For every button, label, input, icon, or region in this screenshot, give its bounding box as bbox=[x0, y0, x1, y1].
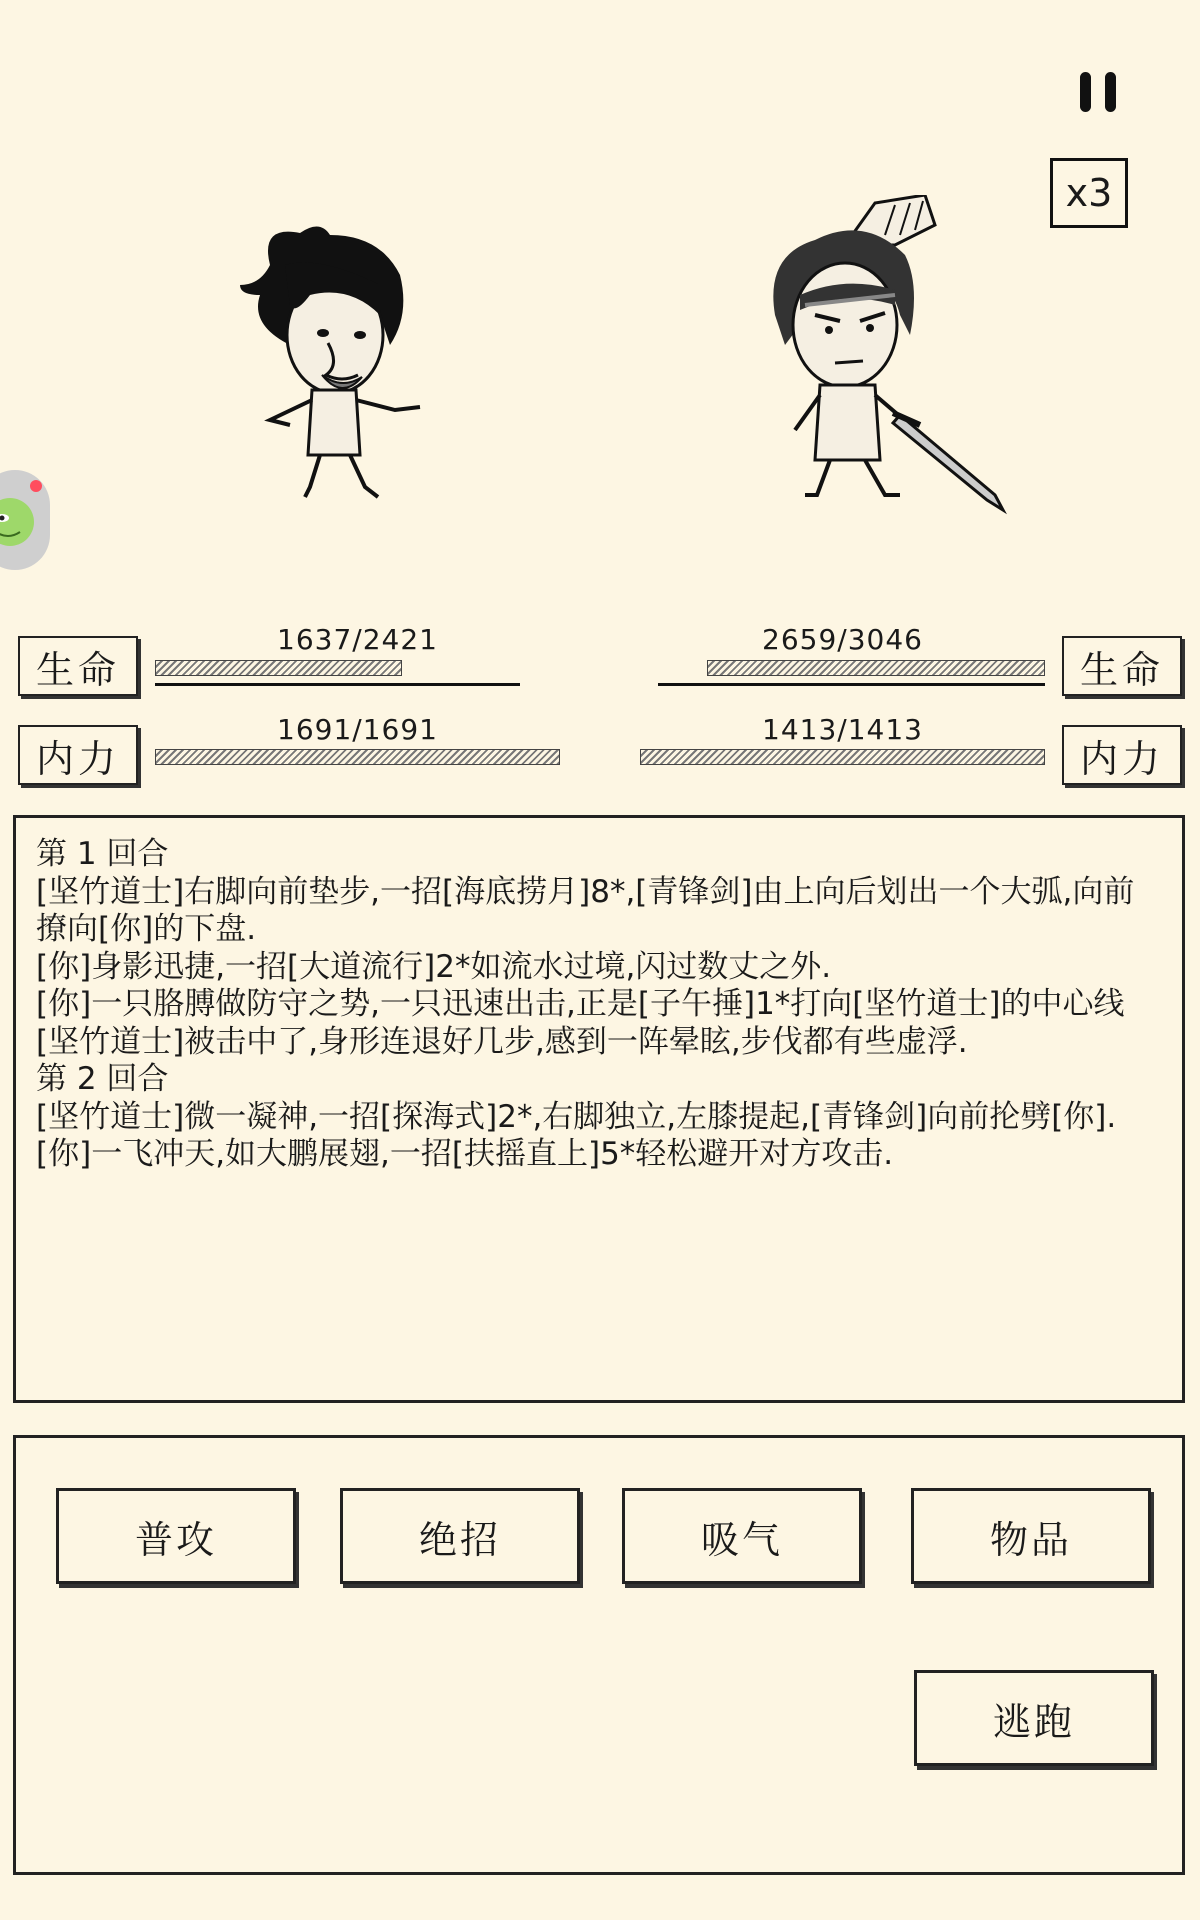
notification-dot bbox=[30, 480, 42, 492]
player-hp-value: 1637/2421 bbox=[277, 623, 438, 656]
action-panel bbox=[13, 1435, 1185, 1875]
enemy-hp-label: 生命 bbox=[1062, 636, 1182, 696]
player-mp-label: 内力 bbox=[18, 725, 138, 785]
enemy-hp-track bbox=[658, 683, 1045, 686]
special-move-button[interactable]: 绝招 bbox=[340, 1488, 580, 1584]
player-hp-bar bbox=[155, 660, 402, 676]
floating-assistant-button[interactable] bbox=[0, 470, 50, 570]
log-line: [坚竹道士]右脚向前垫步,一招[海底捞月]8*,[青锋剑]由上向后划出一个大弧,向前撩向[你]的下盘. bbox=[36, 873, 1135, 947]
frog-icon bbox=[0, 470, 50, 570]
player-hp-label: 生命 bbox=[18, 636, 138, 696]
player-mp-value: 1691/1691 bbox=[277, 713, 438, 746]
log-line: [坚竹道士]被击中了,身形连退好几步,感到一阵晕眩,步伐都有些虚浮. bbox=[36, 1023, 968, 1060]
flee-button[interactable]: 逃跑 bbox=[914, 1670, 1154, 1766]
breathe-button[interactable]: 吸气 bbox=[622, 1488, 862, 1584]
enemy-mp-value: 1413/1413 bbox=[762, 713, 923, 746]
pause-button[interactable] bbox=[1075, 68, 1123, 116]
log-line: [你]一只胳膊做防守之势,一只迅速出击,正是[子午捶]1*打向[坚竹道士]的中心线 bbox=[36, 986, 1125, 1022]
log-line: 第 2 回合 bbox=[36, 1061, 169, 1097]
player-hp-track bbox=[155, 683, 520, 686]
enemy-mp-bar bbox=[640, 749, 1045, 765]
log-line: [你]一飞冲天,如大鹏展翅,一招[扶摇直上]5*轻松避开对方攻击. bbox=[36, 1136, 894, 1172]
pause-icon bbox=[1080, 72, 1091, 112]
battle-log[interactable] bbox=[13, 815, 1185, 1403]
enemy-character bbox=[745, 195, 1015, 515]
player-mp-bar bbox=[155, 749, 560, 765]
enemy-mp-label: 内力 bbox=[1062, 725, 1182, 785]
log-line: [坚竹道士]微一凝神,一招[探海式]2*,右脚独立,左膝提起,[青锋剑]向前抡劈[你]. bbox=[36, 1098, 1117, 1135]
enemy-hp-value: 2659/3046 bbox=[762, 623, 923, 656]
items-button[interactable]: 物品 bbox=[911, 1488, 1151, 1584]
normal-attack-button[interactable]: 普攻 bbox=[56, 1488, 296, 1584]
log-line: 第 1 回合 bbox=[36, 836, 169, 872]
speed-toggle-button[interactable]: x3 bbox=[1050, 158, 1128, 228]
enemy-hp-bar bbox=[707, 660, 1045, 676]
log-line: [你]身影迅捷,一招[大道流行]2*如流水过境,闪过数丈之外. bbox=[36, 948, 832, 985]
player-character bbox=[230, 225, 450, 505]
